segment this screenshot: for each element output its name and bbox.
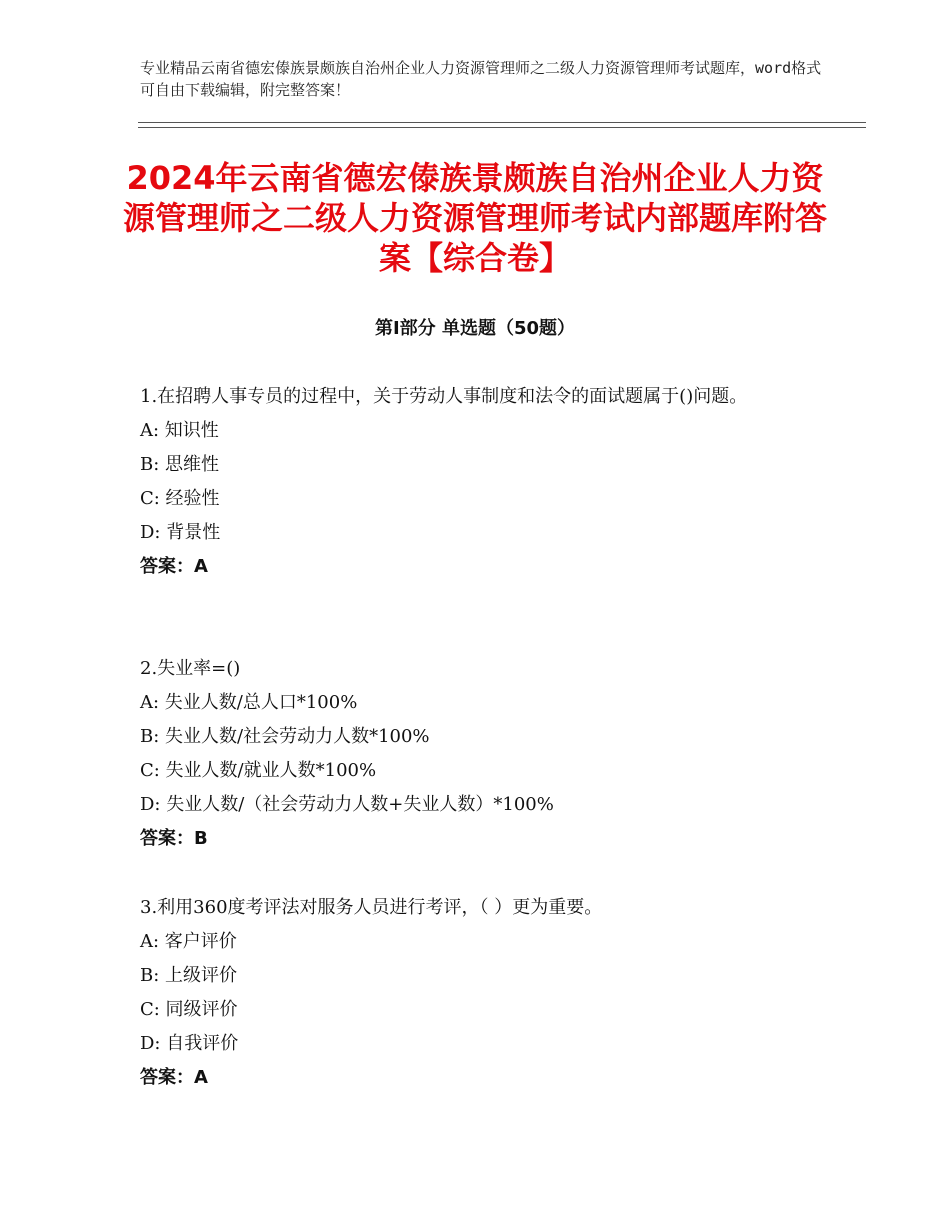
option-b: B: 上级评价 bbox=[140, 965, 238, 986]
option-b: B: 失业人数/社会劳动力人数*100% bbox=[140, 726, 430, 747]
option-a: A: 失业人数/总人口*100% bbox=[140, 692, 358, 713]
option-d: D: 背景性 bbox=[140, 522, 221, 543]
header-note: 专业精品云南省德宏傣族景颇族自治州企业人力资源管理师之二级人力资源管理师考试题库，word格式可自由下载编辑，附完整答案！ bbox=[140, 59, 822, 99]
option-a: A: 客户评价 bbox=[140, 931, 237, 952]
question-stem: 3.利用360度考评法对服务人员进行考评，（ ）更为重要。 bbox=[140, 897, 603, 918]
question-stem: 2.失业率=() bbox=[140, 658, 241, 679]
option-d: D: 自我评价 bbox=[140, 1033, 239, 1054]
header-divider bbox=[138, 122, 866, 128]
section-heading: 第Ⅰ部分 单选题（50题） bbox=[374, 318, 575, 339]
option-a: A: 知识性 bbox=[140, 420, 219, 441]
option-c: C: 失业人数/就业人数*100% bbox=[140, 760, 377, 781]
option-c: C: 经验性 bbox=[140, 488, 220, 509]
option-c: C: 同级评价 bbox=[140, 999, 238, 1020]
question-stem: 1.在招聘人事专员的过程中，关于劳动人事制度和法令的面试题属于()问题。 bbox=[140, 386, 748, 407]
question-1 bbox=[140, 380, 820, 584]
option-b: B: 思维性 bbox=[140, 454, 220, 475]
document-title: 2024年云南省德宏傣族景颇族自治州企业人力资源管理师之二级人力资源管理师考试内部题库附答案【综合卷】 bbox=[122, 159, 827, 277]
answer-label: 答案：A bbox=[140, 1067, 208, 1088]
answer-label: 答案：A bbox=[140, 556, 208, 577]
question-2 bbox=[140, 652, 820, 856]
answer-label: 答案：B bbox=[140, 828, 208, 849]
option-d: D: 失业人数/（社会劳动力人数+失业人数）*100% bbox=[140, 794, 554, 815]
question-3 bbox=[140, 891, 820, 1095]
